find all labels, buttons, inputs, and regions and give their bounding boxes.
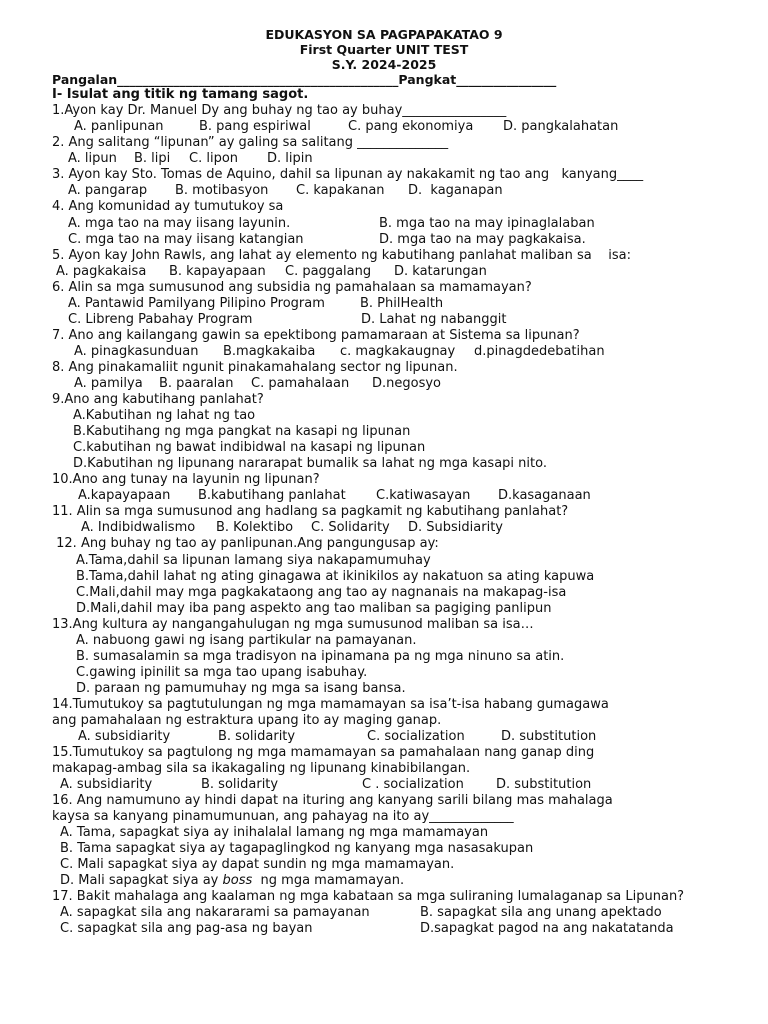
q10-option-c: C.katiwasayan [376, 488, 471, 503]
question-3: 3. Ayon kay Sto. Tomas de Aquino, dahil sa lipunan ay nakakamit ng tao ang kanyang____ [52, 167, 644, 182]
question-10: 10.Ano ang tunay na layunin ng lipunan? [52, 472, 320, 487]
q16-option-d-emphasis: boss [222, 873, 253, 888]
q10-option-d: D.kasaganaan [498, 488, 591, 503]
q6-option-a: A. Pantawid Pamilyang Pilipino Program [68, 296, 325, 311]
q12-option-c: C.Mali,dahil may mga pagkakataong ang tao ay nagnanais na makapag-isa [76, 585, 567, 600]
q6-option-d: D. Lahat ng nabanggit [361, 312, 507, 327]
q11-option-c: C. Solidarity [311, 520, 390, 535]
q10-option-b: B.kabutihang panlahat [198, 488, 346, 503]
q2-option-c: C. lipon [189, 151, 239, 166]
q7-option-a: A. pinagkasunduan [74, 344, 199, 359]
q13-option-b: B. sumasalamin sa mga tradisyon na ipinamana pa ng mga ninuno sa atin. [76, 649, 565, 664]
q16-option-c: C. Mali sapagkat siya ay dapat sundin ng mga mamamayan. [60, 857, 455, 872]
q1-option-d: D. pangkalahatan [503, 119, 619, 134]
q13-option-a: A. nabuong gawi ng isang partikular na pamayanan. [76, 633, 417, 648]
q12-option-b: B.Tama,dahil lahat ng ating ginagawa at ikinikilos ay nakatuon sa ating kapuwa [76, 569, 595, 584]
question-4: 4. Ang komunidad ay tumutukoy sa [52, 199, 284, 214]
q16-option-d-pre: D. Mali sapagkat siya ay [60, 873, 223, 888]
name-section-line: Pangalan_____________________________________________Pangkat________________ [52, 72, 557, 87]
q14-option-a: A. subsidiarity [78, 729, 171, 744]
q12-option-d: D.Mali,dahil may iba pang aspekto ang tao maliban sa pagiging panlipun [76, 601, 552, 616]
question-16-line-2: kaysa sa kanyang pinamumunuan, ang pahayag na ito ay_____________ [52, 809, 514, 824]
q1-option-c: C. pang ekonomiya [348, 119, 474, 134]
q4-option-c: C. mga tao na may iisang katangian [68, 232, 304, 247]
question-16-line-1: 16. Ang namumuno ay hindi dapat na ituring ang kanyang sarili bilang mas mahalaga [52, 793, 613, 808]
q4-option-b: B. mga tao na may ipinaglalaban [379, 216, 595, 231]
q9-option-d: D.Kabutihan ng lipunang nararapat bumalik sa lahat ng mga kasapi nito. [73, 456, 547, 471]
q12-option-a: A.Tama,dahil sa lipunan lamang siya nakapamumuhay [76, 553, 431, 568]
q7-option-c: c. magkakaugnay [340, 344, 456, 359]
q7-option-d: d.pinagdedebatihan [474, 344, 605, 359]
q15-option-a: A. subsidiarity [60, 777, 153, 792]
subject-title: EDUKASYON SA PAGPAPAKATAO 9 [265, 27, 503, 42]
question-9: 9.Ano ang kabutihang panlahat? [52, 392, 264, 407]
q11-option-a: A. Indibidwalismo [81, 520, 196, 535]
question-2: 2. Ang salitang “lipunan” ay galing sa salitang ______________ [52, 135, 449, 150]
q6-option-b: B. PhilHealth [360, 296, 444, 311]
q7-option-b: B.magkakaiba [223, 344, 316, 359]
question-12: 12. Ang buhay ng tao ay panlipunan.Ang pangungusap ay: [52, 536, 439, 551]
q8-option-b: B. paaralan [159, 376, 234, 391]
q2-option-d: D. lipin [267, 151, 313, 166]
q16-option-b: B. Tama sapagkat siya ay tagapaglingkod ng kanyang mga nasasakupan [60, 841, 534, 856]
q5-option-d: D. katarungan [394, 264, 487, 279]
question-5: 5. Ayon kay John Rawls, ang lahat ay elemento ng kabutihang panlahat maliban sa isa: [52, 248, 631, 263]
q14-option-b: B. solidarity [218, 729, 296, 744]
q2-option-a: A. lipun [68, 151, 117, 166]
q1-option-b: B. pang espiriwal [199, 119, 311, 134]
q16-option-d [60, 873, 404, 889]
q9-option-a: A.Kabutihan ng lahat ng tao [73, 408, 256, 423]
q17-option-a: A. sapagkat sila ang nakararami sa pamayanan [60, 905, 370, 920]
q5-option-c: C. paggalang [285, 264, 372, 279]
q17-option-c: C. sapagkat sila ang pag-asa ng bayan [60, 921, 313, 936]
question-15-line-1: 15.Tumutukoy sa pagtulong ng mga mamamayan sa pamahalaan nang ganap ding [52, 745, 595, 760]
question-6: 6. Alin sa mga sumusunod ang subsidia ng pamahalaan sa mamamayan? [52, 280, 532, 295]
q4-option-a: A. mga tao na may iisang layunin. [68, 216, 291, 231]
q8-option-a: A. pamilya [74, 376, 143, 391]
q10-option-a: A.kapayapaan [78, 488, 171, 503]
q6-option-c: C. Libreng Pabahay Program [68, 312, 253, 327]
question-14-line-1: 14.Tumutukoy sa pagtutulungan ng mga mamamayan sa isa’t-isa habang gumagawa [52, 697, 609, 712]
q17-option-b: B. sapagkat sila ang unang apektado [420, 905, 662, 920]
q11-option-d: D. Subsidiarity [408, 520, 503, 535]
question-7: 7. Ano ang kailangang gawin sa epektibong pamamaraan at Sistema sa lipunan? [52, 328, 580, 343]
question-8: 8. Ang pinakamaliit ngunit pinakamahalang sector ng lipunan. [52, 360, 458, 375]
q3-option-c: C. kapakanan [296, 183, 385, 198]
school-year: S.Y. 2024-2025 [331, 57, 437, 72]
q14-option-c: C. socialization [367, 729, 465, 744]
instruction: I- Isulat ang titik ng tamang sagot. [52, 87, 309, 102]
q13-option-c: C.gawing ipinilit sa mga tao upang isabuhay. [76, 665, 368, 680]
q17-option-d: D.sapagkat pagod na ang nakatatanda [420, 921, 674, 936]
question-1: 1.Ayon kay Dr. Manuel Dy ang buhay ng tao ay buhay________________ [52, 103, 507, 118]
question-15-line-2: makapag-ambag sila sa ikakagaling ng lipunang kinabibilangan. [52, 761, 471, 776]
question-11: 11. Alin sa mga sumusunod ang hadlang sa pagkamit ng kabutihang panlahat? [52, 504, 569, 519]
q16-option-a: A. Tama, sapagkat siya ay inihalalal lamang ng mga mamamayan [60, 825, 489, 840]
question-17: 17. Bakit mahalaga ang kaalaman ng mga kabataan sa mga suliraning lumalaganap sa Lipunan? [52, 889, 685, 904]
question-14-line-2: ang pamahalaan ng estraktura upang ito ay maging ganap. [52, 713, 442, 728]
q8-option-d: D.negosyo [372, 376, 442, 391]
q5-option-b: B. kapayapaan [169, 264, 266, 279]
q2-option-b: B. lipi [134, 151, 171, 166]
q14-option-d: D. substitution [501, 729, 597, 744]
question-13: 13.Ang kultura ay nangangahulugan ng mga sumusunod maliban sa isa… [52, 617, 534, 632]
q3-option-d: D. kaganapan [408, 183, 503, 198]
q9-option-b: B.Kabutihang ng mga pangkat na kasapi ng lipunan [73, 424, 411, 439]
q11-option-b: B. Kolektibo [216, 520, 294, 535]
q3-option-a: A. pangarap [68, 183, 148, 198]
q4-option-d: D. mga tao na may pagkakaisa. [379, 232, 586, 247]
test-subtitle: First Quarter UNIT TEST [299, 42, 469, 57]
q3-option-b: B. motibasyon [175, 183, 269, 198]
q15-option-d: D. substitution [496, 777, 592, 792]
q15-option-c: C . socialization [362, 777, 464, 792]
q8-option-c: C. pamahalaan [251, 376, 350, 391]
q13-option-d: D. paraan ng pamumuhay ng mga sa isang bansa. [76, 681, 406, 696]
q9-option-c: C.kabutihan ng bawat indibidwal na kasapi ng lipunan [73, 440, 426, 455]
q1-option-a: A. panlipunan [74, 119, 164, 134]
q16-option-d-post: ng mga mamamayan. [252, 873, 405, 888]
q15-option-b: B. solidarity [201, 777, 279, 792]
q5-option-a: A. pagkakaisa [56, 264, 147, 279]
